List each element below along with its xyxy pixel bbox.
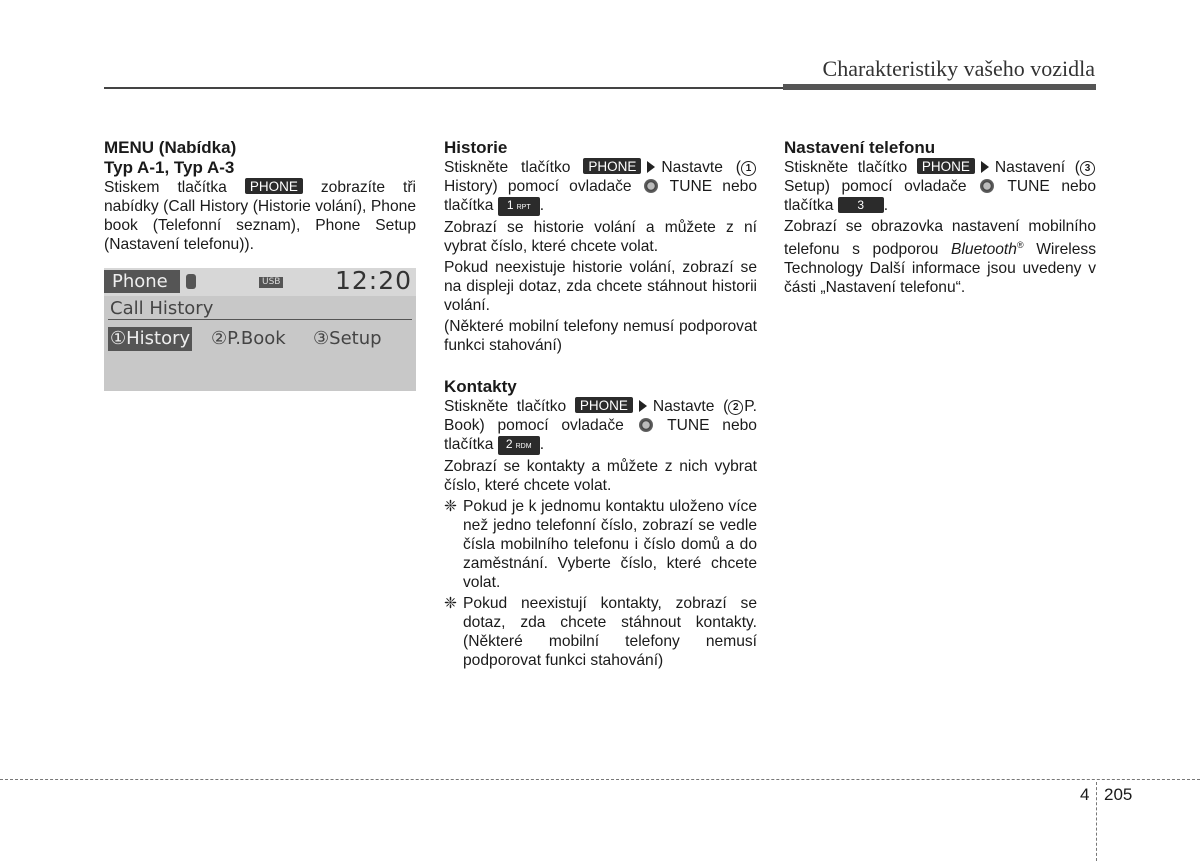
heading-menu: MENU (Nabídka) [104,138,237,157]
arrow-right-icon [639,400,647,412]
column-menu [104,138,416,256]
phone-key-icon: PHONE [575,397,633,413]
arrow-right-icon [981,161,989,173]
tune-knob-icon [639,418,653,432]
setup-instructions: Stiskněte tlačítko PHONE Nastavení ( 3Setup) pomocí ovladače TUNE nebo tlačítka 3 . [784,159,1097,214]
heading-history: Historie [444,138,508,157]
column-history-contacts [444,138,757,672]
chapter-number: 4 [1080,785,1090,804]
heading-type: Typ A-1, Typ A-3 [104,158,235,177]
history-p4: (Některé mobilní telefony nemusí podporovat funkci stahování) [444,318,757,354]
footer-divider [1096,782,1097,861]
screen-mode-label: Phone [104,270,180,293]
heading-contacts: Kontakty [444,377,517,396]
tune-knob-icon [980,179,994,193]
header-rule-accent [783,84,1096,90]
key-2-icon: 2 RDM [498,436,540,455]
circled-2-icon: 2 [728,400,743,415]
screen-divider [108,319,412,320]
screen-clock: 12:20 [334,266,412,295]
column-phone-setup [784,138,1096,299]
page-number: 205 [1104,785,1133,804]
phone-key-icon: PHONE [917,158,975,174]
screen-item-setup: ③Setup [313,328,382,349]
footer-rule [0,779,1200,780]
screen-item-pbook: ②P.Book [211,328,286,349]
heading-phone-setup: Nastavení telefonu [784,138,936,157]
asterisk-icon: ❈ [444,595,458,612]
contacts-note-2: ❈ Pokud neexistují kontakty, zobrazí se dotaz, zda chcete stáhnout kontakty. (Některé mobilní telefony nemusí podporovat funkci stahování) [444,595,757,669]
screen-item-history: ①History [110,328,191,349]
bluetooth-icon [186,274,196,289]
running-header: Charakteristiky vašeho vozidla [822,56,1095,81]
asterisk-icon: ❈ [444,498,458,515]
screen-subtitle: Call History [110,298,214,319]
menu-paragraph: Stiskem tlačítka PHONE zobrazíte tři nabídky (Call History (Historie volání), Phone book (Telefonní seznam), Phone Setup (Nastavení telefonu)). [104,179,416,253]
history-p2: Zobrazí se historie volání a můžete z ní vybrat číslo, které chcete volat. [444,219,757,255]
phone-key-icon: PHONE [245,178,303,194]
phone-key-icon: PHONE [583,158,641,174]
usb-icon: USB [259,277,283,288]
circled-3-icon: 3 [1080,161,1095,176]
history-p3: Pokud neexistuje historie volání, zobrazí se na displeji dotaz, zda chcete stáhnout historii volání. [444,259,757,314]
tune-knob-icon [644,179,658,193]
contacts-p2: Zobrazí se kontakty a můžete z nich vybrat číslo, které chcete volat. [444,458,757,494]
phone-display-screen [104,268,416,391]
arrow-right-icon [647,161,655,173]
contacts-note-1: ❈ Pokud je k jednomu kontaktu uloženo více než jedno telefonní číslo, zobrazí se vedle čísla mobilního telefonu i číslo domů a do zaměstnání. Vyberte číslo, které chcete volat. [444,498,757,591]
key-1-icon: 1 RPT [498,197,540,216]
history-instructions: Stiskněte tlačítko PHONE Nastavte ( 1History) pomocí ovladače TUNE nebo tlačítka 1 RPT . [444,159,757,214]
setup-p2: Zobrazí se obrazovka nastavení mobilního telefonu s podporou Bluetooth® Wireless Technology Další informace jsou uvedeny v části „Nastavení telefonu“. [784,218,1096,297]
circled-1-icon: 1 [741,161,756,176]
contacts-instructions: Stiskněte tlačítko PHONE Nastavte ( 2 P. Book) pomocí ovladače TUNE nebo tlačítka 2 RDM . [444,398,757,453]
key-3-icon: 3 [838,197,884,213]
